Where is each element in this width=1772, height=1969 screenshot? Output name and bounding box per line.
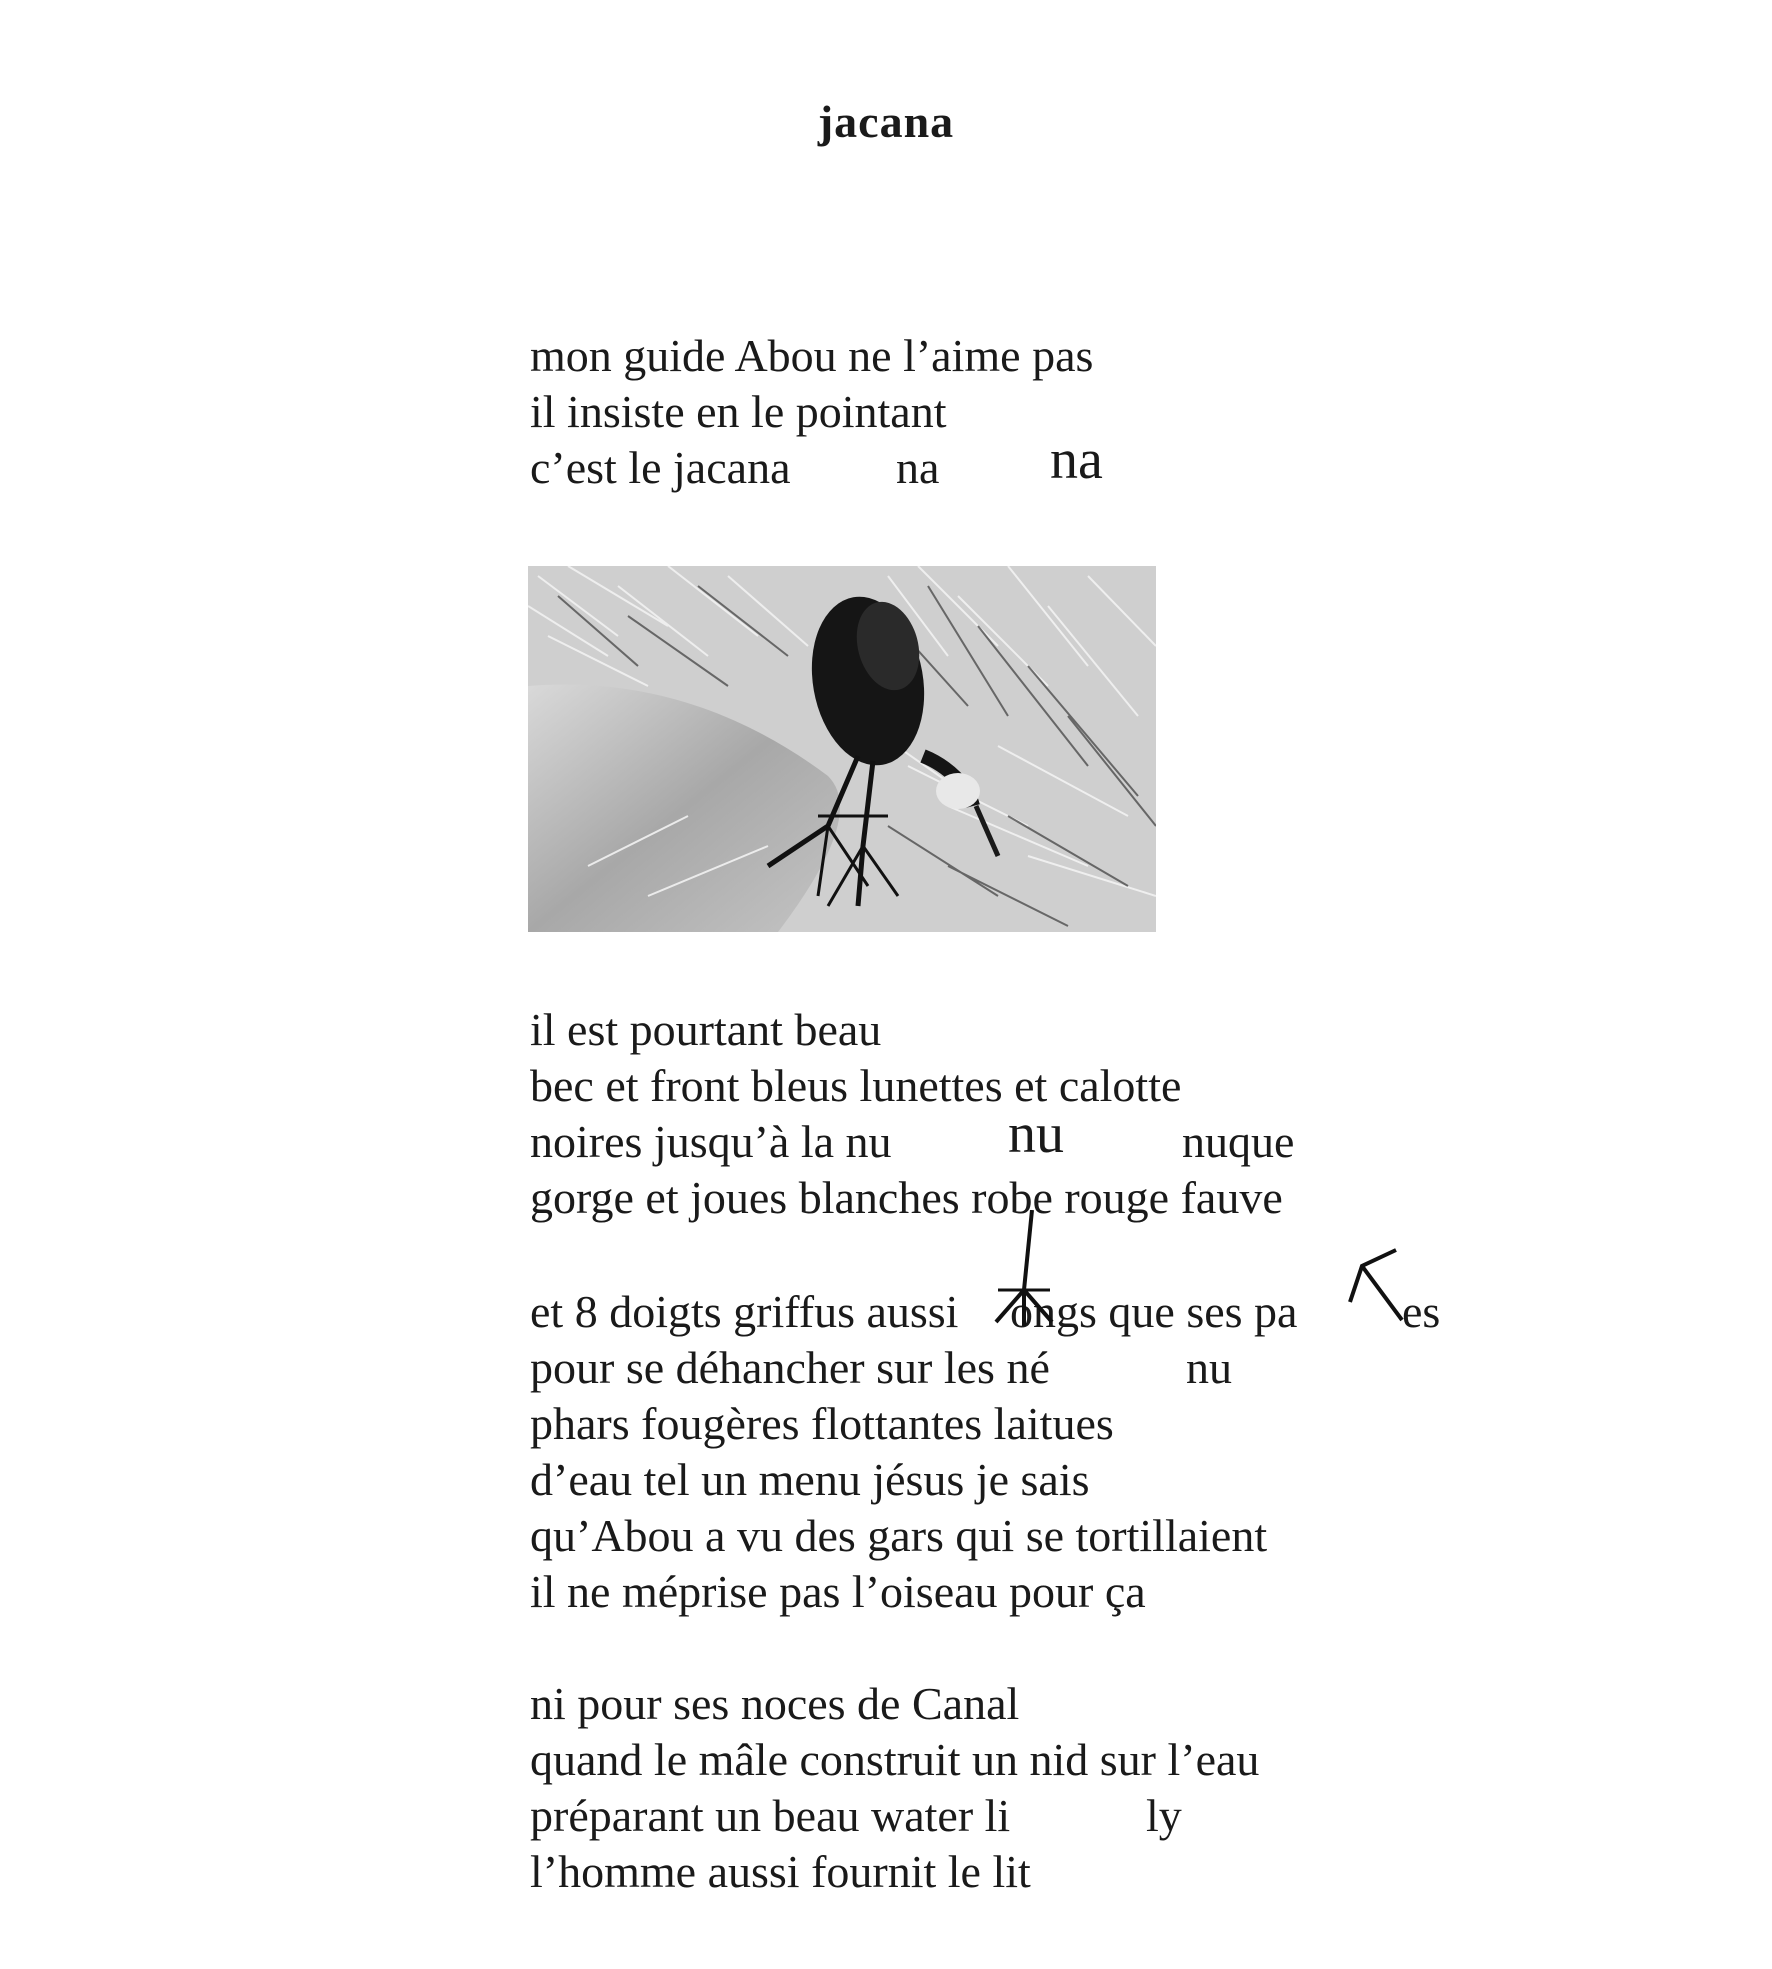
stanza4-line2: quand le mâle construit un nid sur l’eau: [530, 1734, 1260, 1785]
echo-ly: ly: [1146, 1790, 1182, 1841]
stanza1-line1: mon guide Abou ne l’aime pas: [530, 330, 1094, 381]
stanza3-line1-part1: et 8 doigts griffus aussi: [530, 1286, 959, 1337]
echo-na-2: na: [1050, 429, 1103, 491]
stanza2-line3-text: noires jusqu’à la nu: [530, 1116, 892, 1167]
stanza3-line1-part2: ongs que ses pa: [1010, 1286, 1298, 1337]
stanza4-line3-text: préparant un beau water li: [530, 1790, 1011, 1841]
stanza2-line1: il est pourtant beau: [530, 1004, 882, 1055]
stanza3-line1-part3: es: [1402, 1286, 1441, 1337]
echo-nuque: nuque: [1182, 1116, 1295, 1167]
stanza3-line4: d’eau tel un menu jésus je sais: [530, 1454, 1090, 1505]
stanza3-line3: phars fougères flottantes laitues: [530, 1398, 1114, 1449]
stanza4-line1: ni pour ses noces de Canal: [530, 1678, 1020, 1729]
poem-title: jacana: [817, 96, 955, 147]
stanza2-line2: bec et front bleus lunettes et calotte: [530, 1060, 1182, 1111]
echo-nu-2: nu: [1186, 1342, 1232, 1393]
stanza3-line2-text: pour se déhancher sur les né: [530, 1342, 1050, 1393]
echo-na-1: na: [896, 442, 940, 493]
stanza3-line5: qu’Abou a vu des gars qui se tortillaient: [530, 1510, 1268, 1561]
stanza1-line3-text: c’est le jacana: [530, 442, 791, 493]
stanza3-line1: [530, 1284, 1441, 1340]
stanza3-line2: [530, 1340, 1232, 1396]
stanza1-line3: [530, 429, 1103, 496]
stanza2-line4: gorge et joues blanches robe rouge fauve: [530, 1172, 1283, 1223]
bird-leg-glyph-tt: [1346, 1246, 1406, 1326]
stanza3-line6: il ne méprise pas l’oiseau pour ça: [530, 1566, 1146, 1617]
stanza2-line3: [530, 1103, 1295, 1170]
stanza1-line2: il insiste en le pointant: [530, 386, 947, 437]
bird-leg-glyph-l: [990, 1210, 1060, 1330]
stanza4-line3: [530, 1788, 1182, 1844]
stanza4-line4: l’homme aussi fournit le lit: [530, 1846, 1031, 1897]
echo-nu-1: nu: [1008, 1103, 1064, 1165]
jacana-photo-illustration: [528, 566, 1156, 932]
jacana-photo: [528, 566, 1156, 932]
